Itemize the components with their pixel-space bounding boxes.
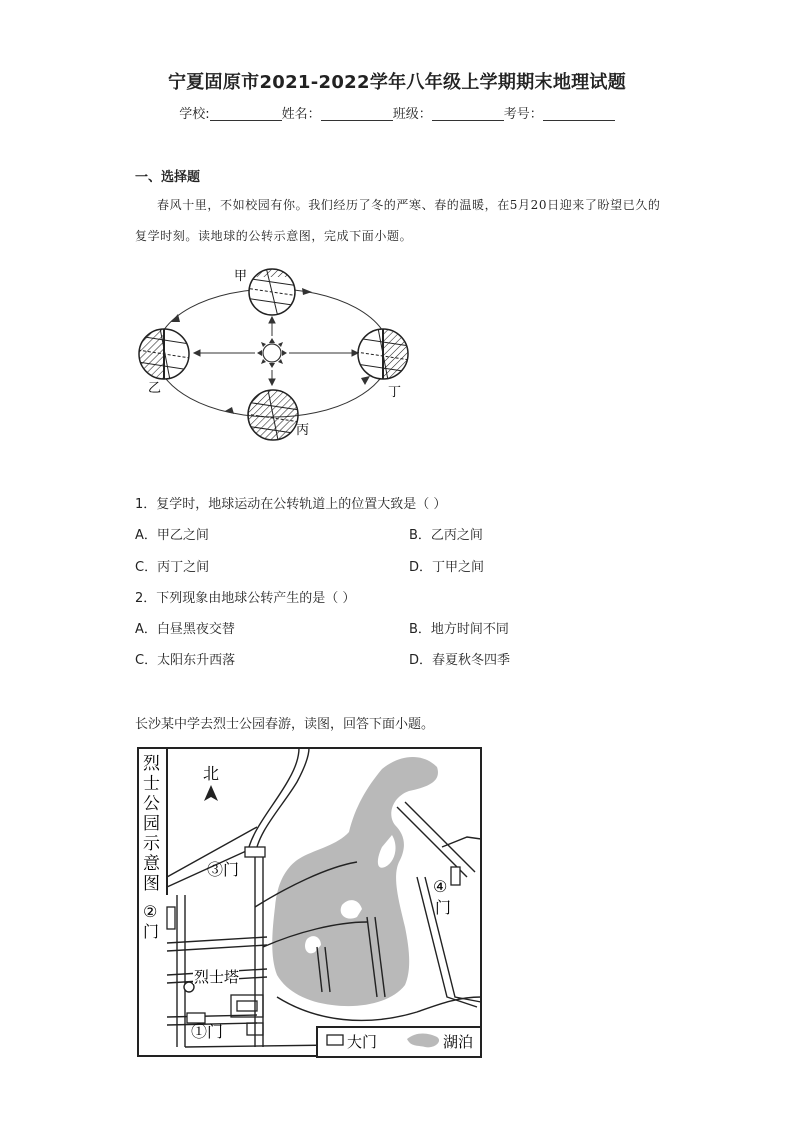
question-2-stem: 2．下列现象由地球公转产生的是（ ） bbox=[135, 591, 356, 606]
q2-option-d[interactable]: D．春夏秋冬四季 bbox=[409, 653, 511, 668]
legend-gate-icon bbox=[327, 1035, 343, 1045]
orbit-arrow-icon bbox=[302, 288, 312, 295]
q2-option-b[interactable]: B．地方时间不同 bbox=[409, 622, 509, 637]
gate-2-icon bbox=[167, 907, 175, 929]
q2-option-c[interactable]: C．太阳东升西落 bbox=[135, 653, 236, 668]
svg-text:烈: 烈 bbox=[143, 754, 160, 774]
gate-4-num: ④ bbox=[433, 877, 448, 896]
svg-text:示: 示 bbox=[143, 834, 160, 854]
tower-label: 烈士塔 bbox=[194, 968, 240, 986]
q1-option-a[interactable]: A．甲乙之间 bbox=[135, 528, 209, 543]
earth-label-ding: 丁 bbox=[388, 385, 402, 400]
gate-3-label: ③门 bbox=[207, 860, 240, 879]
earth-yi bbox=[137, 328, 190, 396]
earth-label-yi: 乙 bbox=[148, 381, 162, 396]
gate-2-char: 门 bbox=[143, 922, 160, 941]
name-label: 姓名： bbox=[281, 107, 321, 122]
number-label: 考号： bbox=[503, 107, 543, 122]
gate-3-icon bbox=[245, 847, 265, 857]
svg-text:图: 图 bbox=[143, 874, 160, 894]
sun-icon bbox=[257, 338, 287, 368]
map-legend bbox=[317, 1027, 481, 1057]
earth-label-bing: 丙 bbox=[296, 423, 310, 438]
earth-label-jia: 甲 bbox=[234, 269, 248, 284]
q1-option-d[interactable]: D．丁甲之间 bbox=[409, 560, 485, 575]
legend-lake-label: 湖泊 bbox=[443, 1033, 474, 1051]
gate-4-icon bbox=[451, 867, 460, 885]
class-label: 班级： bbox=[392, 107, 432, 122]
question-1-stem: 1．复学时，地球运动在公转轨道上的位置大致是（ ） bbox=[135, 497, 447, 512]
section2-intro: 长沙某中学去烈士公园春游，读图，回答下面小题。 bbox=[135, 717, 435, 732]
school-blank[interactable] bbox=[210, 106, 282, 121]
name-blank[interactable] bbox=[321, 106, 393, 121]
svg-text:园: 园 bbox=[143, 814, 160, 834]
class-blank[interactable] bbox=[432, 106, 504, 121]
earth-ding bbox=[356, 328, 410, 400]
page-title: 宁夏固原市2021-2022学年八年级上学期期末地理试题 bbox=[167, 72, 627, 93]
q2-option-a[interactable]: A．白昼黑夜交替 bbox=[135, 622, 235, 637]
gate-2-num: ② bbox=[143, 902, 158, 921]
park-map bbox=[137, 747, 483, 1059]
section-heading: 一、选择题 bbox=[135, 170, 201, 185]
gate-1-label: ①门 bbox=[191, 1022, 224, 1041]
student-info-line bbox=[0, 103, 794, 122]
earth-orbit-diagram bbox=[130, 262, 420, 447]
q1-option-c[interactable]: C．丙丁之间 bbox=[135, 560, 210, 575]
svg-text:公: 公 bbox=[143, 794, 160, 814]
earth-jia bbox=[234, 267, 299, 317]
q1-option-b[interactable]: B．乙丙之间 bbox=[409, 528, 483, 543]
orbit-arrow-icon bbox=[361, 376, 370, 385]
svg-text:意: 意 bbox=[143, 854, 160, 874]
map-title bbox=[143, 754, 161, 894]
tower-icon bbox=[184, 982, 194, 992]
school-label: 学校: bbox=[179, 107, 210, 122]
number-blank[interactable] bbox=[543, 106, 615, 121]
legend-gate-label: 大门 bbox=[347, 1033, 378, 1051]
north-label: 北 bbox=[203, 764, 220, 783]
svg-text:士: 士 bbox=[143, 774, 160, 794]
section-intro: 春风十里，不如校园有你。我们经历了冬的严寒、春的温暖，在5月20日迎来了盼望已久的复学时刻。读地球的公转示意图，完成下面小题。 bbox=[135, 198, 661, 243]
gate-4-char: 门 bbox=[435, 898, 452, 917]
